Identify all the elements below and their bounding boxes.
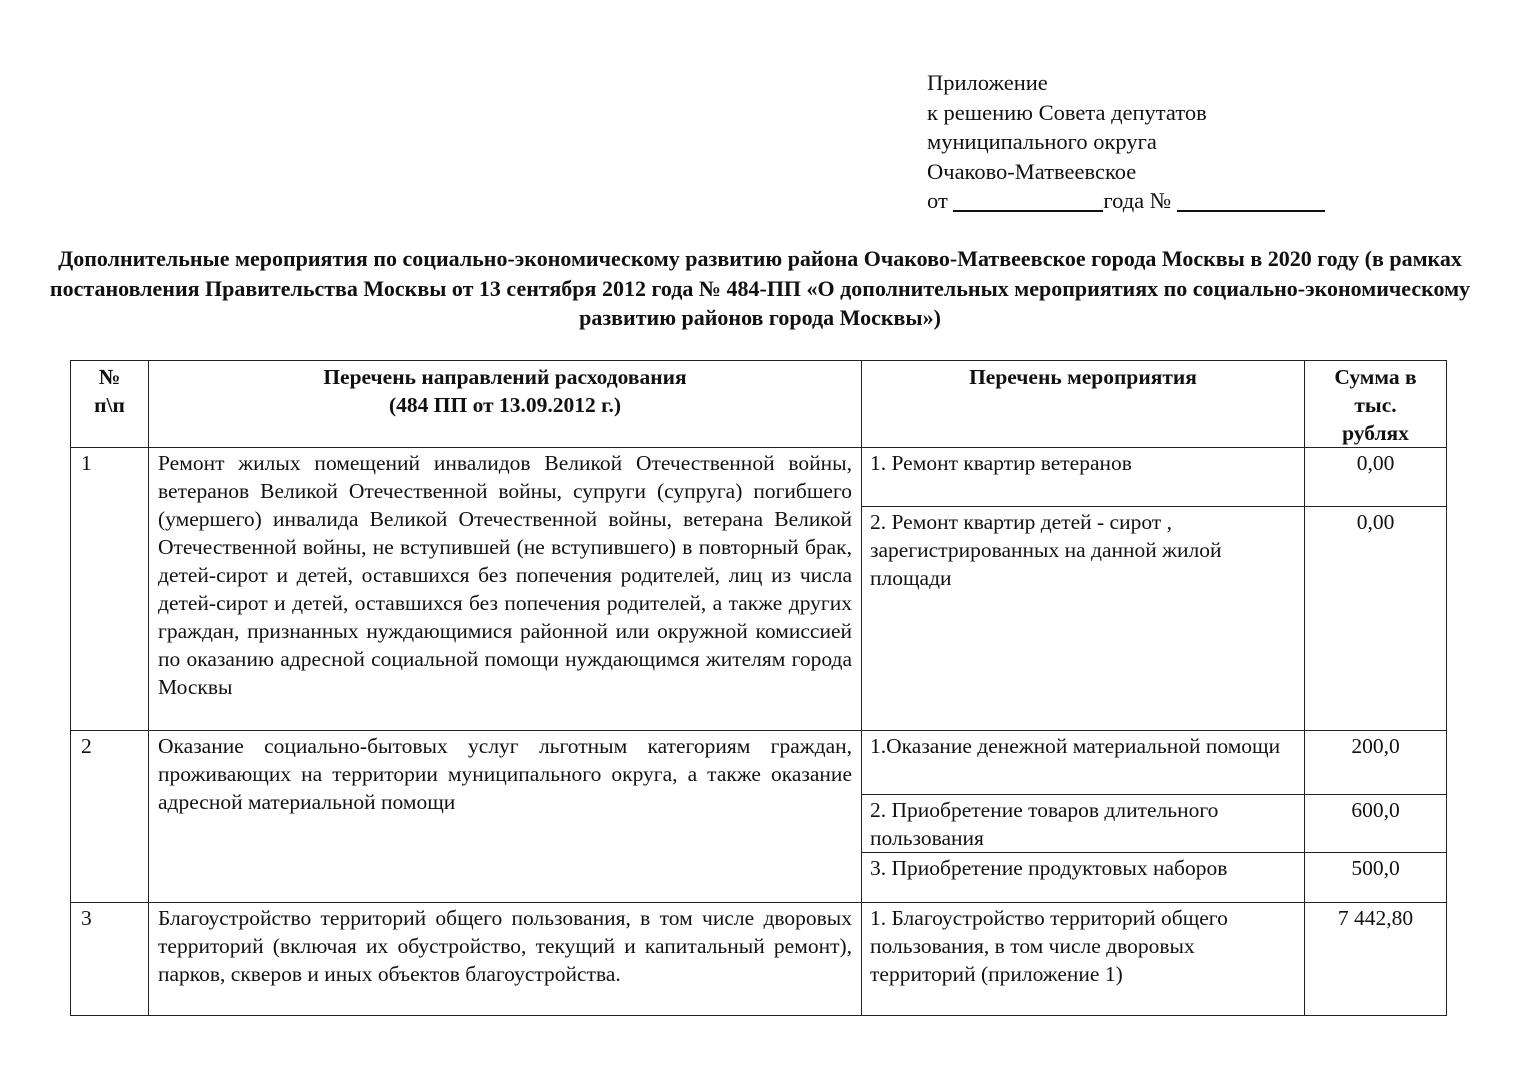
document-title: Дополнительные мероприятия по социально-экономическому развитию района Очаково-Матвеевское города Москвы в 2020 году (в рамках постановления Правительства Москвы от 13 сентября 2012 года № 484-ПП «О дополнительных мероприятиях по социально-экономическому развитию районов города Москвы») (49, 246, 1471, 330)
header-amount-line: рублях (1342, 421, 1409, 445)
header-direction (149, 361, 862, 448)
amount-cell: 7 442,80 (1305, 903, 1447, 1016)
header-num-line: п\п (94, 393, 125, 417)
appendix-line: Очаково-Матвеевское (927, 158, 1137, 184)
appendix-date-line (927, 186, 1325, 216)
header-num (71, 361, 149, 448)
activity-cell: 1. Благоустройство территорий общего пользования, в том числе дворовых территорий (приложение 1) (862, 903, 1305, 1016)
table-header-row (71, 361, 1447, 448)
header-direction-line: (484 ПП от 13.09.2012 г.) (388, 393, 621, 417)
header-amount (1305, 361, 1447, 448)
activity-cell: 3. Приобретение продуктовых наборов (862, 853, 1305, 903)
header-num-line: № (98, 365, 121, 389)
amount-cell: 500,0 (1305, 853, 1447, 903)
appendix-line: Приложение (927, 70, 1048, 95)
row-number: 1 (71, 448, 149, 731)
amount-cell: 0,00 (1305, 448, 1447, 507)
date-prefix: от (927, 188, 948, 213)
amount-cell: 0,00 (1305, 507, 1447, 731)
row-direction: Благоустройство территорий общего пользования, в том числе дворовых территорий (включая их обустройство, текущий и капитальный ремонт), парков, скверов и иных объектов благоустройства. (149, 903, 862, 1016)
amount-cell: 600,0 (1305, 795, 1447, 853)
date-blank (953, 209, 1103, 212)
appendix-block (927, 68, 1325, 216)
activity-cell: 1.Оказание денежной материальной помощи (862, 731, 1305, 795)
amount-cell: 200,0 (1305, 731, 1447, 795)
table-row (71, 903, 1447, 1016)
appendix-line: муниципального округа (927, 129, 1157, 154)
header-activity: Перечень мероприятия (862, 361, 1305, 448)
row-direction: Оказание социально-бытовых услуг льготным категориям граждан, проживающих на территории муниципального округа, а также оказание адресной материальной помощи (149, 731, 862, 903)
number-blank (1177, 209, 1325, 212)
table-row (71, 448, 1447, 507)
header-direction-line: Перечень направлений расходования (323, 365, 687, 389)
row-number: 3 (71, 903, 149, 1016)
header-amount-line: тыс. (1354, 393, 1397, 417)
table-row (71, 731, 1447, 795)
activity-cell: 2. Ремонт квартир детей - сирот , зарегистрированных на данной жилой площади (862, 507, 1305, 731)
date-mid: года № (1103, 188, 1172, 213)
appendix-line: к решению Совета депутатов (927, 99, 1207, 125)
activity-cell: 2. Приобретение товаров длительного пользования (862, 795, 1305, 853)
row-direction: Ремонт жилых помещений инвалидов Великой Отечественной войны, ветеранов Великой Отечественной войны, супруги (супруга) погибшего (умершего) инвалида Великой Отечественной войны, ветерана Великой Отечественной войны, не вступившей (не вступившего) в повторный брак, детей-сирот и детей, оставшихся без попечения родителей, лиц из числа детей-сирот и детей, оставшихся без попечения родителей, а также других граждан, признанных нуждающимися районной или окружной комиссией по оказанию адресной социальной помощи нуждающимся жителям города Москвы (149, 448, 862, 731)
activities-table (70, 360, 1447, 1016)
row-number: 2 (71, 731, 149, 903)
header-amount-line: Сумма в (1334, 365, 1417, 389)
activity-cell: 1. Ремонт квартир ветеранов (862, 448, 1305, 507)
